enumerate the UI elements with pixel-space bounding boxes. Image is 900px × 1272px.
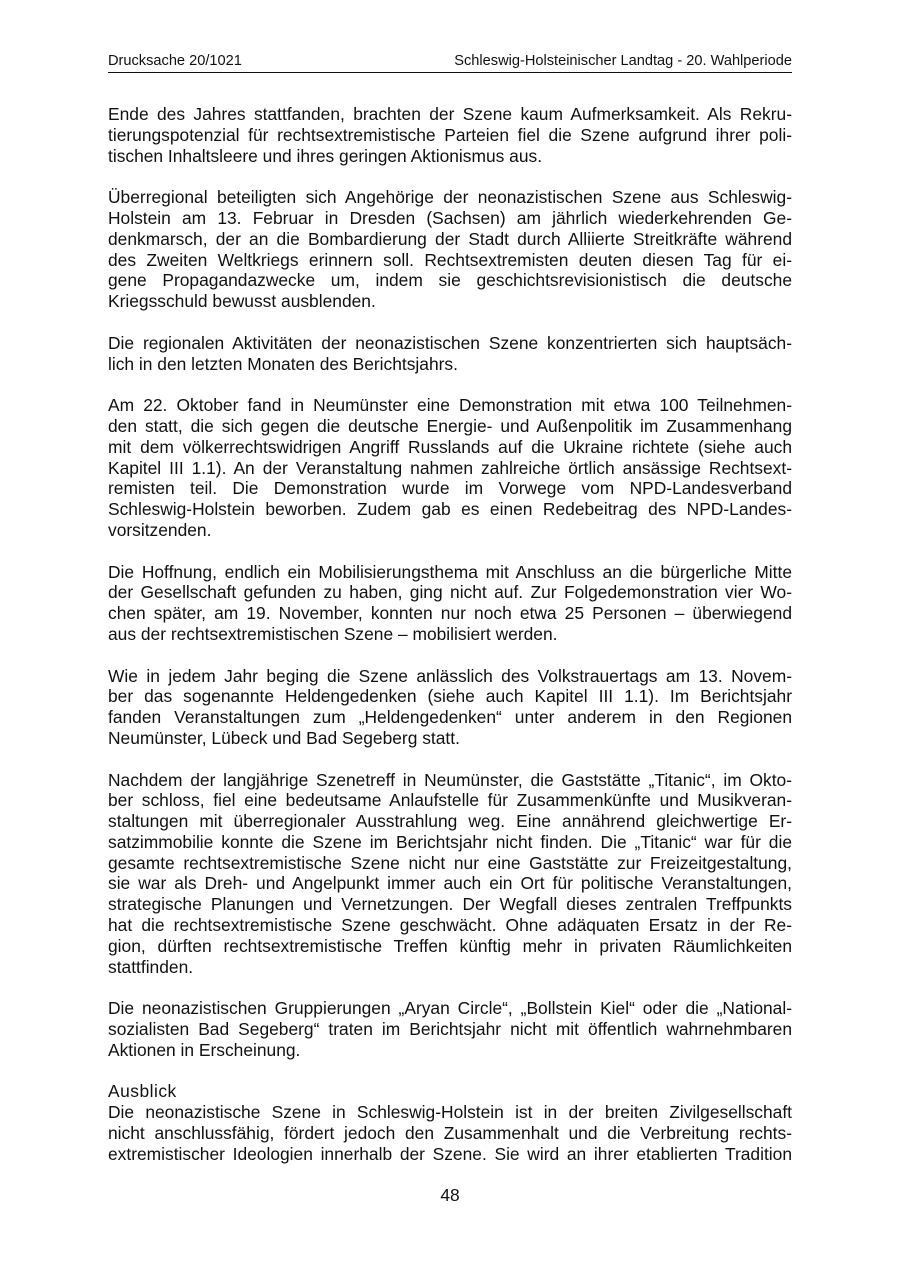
text-line: tischen Inhaltsleere und ihres geringen Aktionismus aus. (108, 145, 543, 166)
text-line: stattfinden. (108, 956, 194, 977)
text-line: nicht anschlussfähig, fördert jedoch den Zusammenhalt und die Verbreitung rechts- (108, 1123, 792, 1144)
body-text (108, 104, 792, 1165)
document-number: Drucksache 20/1021 (108, 53, 242, 69)
text-line: hat die rechtsextremistische Szene geschwächt. Ohne adäquaten Ersatz in der Re- (108, 915, 792, 936)
paragraph (108, 333, 792, 375)
text-line: extremistischer Ideologien innerhalb der Szene. Sie wird an ihrer etablierten Tradition (108, 1143, 792, 1164)
text-line: Die regionalen Aktivitäten der neonazistischen Szene konzentrierten sich hauptsäch- (108, 332, 792, 353)
text-line: des Zweiten Weltkriegs erinnern soll. Rechtsextremisten deuten diesen Tag für ei- (108, 249, 792, 270)
text-line: chen später, am 19. November, konnten nur noch etwa 25 Personen – überwiegend (108, 603, 792, 624)
text-line: Neumünster, Lübeck und Bad Segeberg statt. (108, 727, 460, 748)
text-line: Überregional beteiligten sich Angehörige der neonazistischen Szene aus Schleswig- (108, 187, 792, 208)
text-line: ber schloss, fiel eine bedeutsame Anlaufstelle für Zusammenkünfte und Musikveran- (108, 790, 792, 811)
paragraph (108, 187, 792, 312)
text-line: Nachdem der langjährige Szenetreff in Neumünster, die Gaststätte „Titanic“, im Okto- (108, 769, 792, 790)
text-line: gion, dürften rechtsextremistische Treffen künftig mehr in privaten Räumlichkeiten (108, 935, 792, 956)
parliament-title: Schleswig-Holsteinischer Landtag - 20. Wahlperiode (454, 53, 792, 69)
paragraph (108, 666, 792, 749)
text-line: Ende des Jahres stattfanden, brachten der Szene kaum Aufmerksamkeit. Als Rekru- (108, 104, 792, 124)
text-line: sozialisten Bad Segeberg“ traten im Berichtsjahr nicht mit öffentlich wahrnehmbaren (108, 1019, 792, 1040)
text-line: Wie in jedem Jahr beging die Szene anlässlich des Volkstrauertags am 13. Novem- (108, 665, 792, 686)
text-line: der Gesellschaft gefunden zu haben, ging nicht auf. Zur Folgedemonstration vier Wo- (108, 582, 792, 603)
text-line: aus der rechtsextremistischen Szene – mobilisiert werden. (108, 623, 558, 644)
text-line: staltungen mit überregionaler Ausstrahlung weg. Eine annährend gleichwertige Er- (108, 811, 792, 832)
paragraph (108, 998, 792, 1060)
text-line: Am 22. Oktober fand in Neumünster eine Demonstration mit etwa 100 Teilnehmen- (108, 395, 792, 416)
text-line: lich in den letzten Monaten des Berichtsjahrs. (108, 353, 458, 374)
text-line: Aktionen in Erscheinung. (108, 1039, 301, 1060)
text-line: ber das sogenannte Heldengedenken (siehe auch Kapitel III 1.1). Im Berichtsjahr (108, 686, 792, 707)
text-line: fanden Veranstaltungen zum „Heldengedenken“ unter anderem in den Regionen (108, 707, 792, 728)
text-line: gene Propagandazwecke um, indem sie geschichtsrevisionistisch die deutsche (108, 270, 792, 291)
paragraph (108, 770, 792, 978)
text-line: strategische Planungen und Vernetzungen. Der Wegfall dieses zentralen Treffpunkts (108, 894, 792, 915)
section-heading-outlook: Ausblick (108, 1081, 177, 1102)
text-line: Die neonazistische Szene in Schleswig-Holstein ist in der breiten Zivilgesellschaft (108, 1102, 792, 1123)
text-line: Kapitel III 1.1). An der Veranstaltung nahmen zahlreiche örtlich ansässige Rechtsext- (108, 457, 792, 478)
paragraph (108, 104, 792, 166)
text-line: gesamte rechtsextremistische Szene nicht nur eine Gaststätte zur Freizeitgestaltung, (108, 852, 792, 873)
text-line: Die Hoffnung, endlich ein Mobilisierungsthema mit Anschluss an die bürgerliche Mitte (108, 561, 792, 582)
text-line: denkmarsch, der an die Bombardierung der Stadt durch Alliierte Streitkräfte während (108, 228, 792, 249)
paragraph (108, 1102, 792, 1164)
paragraph (108, 395, 792, 541)
text-line: vorsitzenden. (108, 519, 212, 540)
text-line: Holstein am 13. Februar in Dresden (Sachsen) am jährlich wiederkehrenden Ge- (108, 207, 792, 228)
page-number: 48 (440, 1185, 460, 1205)
text-line: Schleswig-Holstein beworben. Zudem gab es einen Redebeitrag des NPD-Landes- (108, 499, 792, 520)
text-line: den statt, die sich gegen die deutsche Energie- und Außenpolitik im Zusammenhang (108, 415, 792, 436)
text-line: remisten teil. Die Demonstration wurde im Vorwege vom NPD-Landesverband (108, 478, 792, 499)
text-line: tierungspotenzial für rechtsextremistische Parteien fiel die Szene aufgrund ihrer poli- (108, 124, 792, 145)
paragraph (108, 562, 792, 645)
text-line: mit dem völkerrechtswidrigen Angriff Russlands auf die Ukraine richtete (siehe auch (108, 436, 792, 457)
text-line: satzimmobilie konnte die Szene im Berichtsjahr nicht finden. Die „Titanic“ war für die (108, 831, 792, 852)
text-line: Die neonazistischen Gruppierungen „Aryan Circle“, „Bollstein Kiel“ oder die „National- (108, 998, 792, 1019)
page-header (108, 52, 792, 73)
text-line: sie war als Dreh- und Angelpunkt immer auch ein Ort für politische Veranstaltungen, (108, 873, 792, 894)
document-page (108, 52, 792, 1165)
text-line: Kriegsschuld bewusst ausblenden. (108, 291, 376, 312)
